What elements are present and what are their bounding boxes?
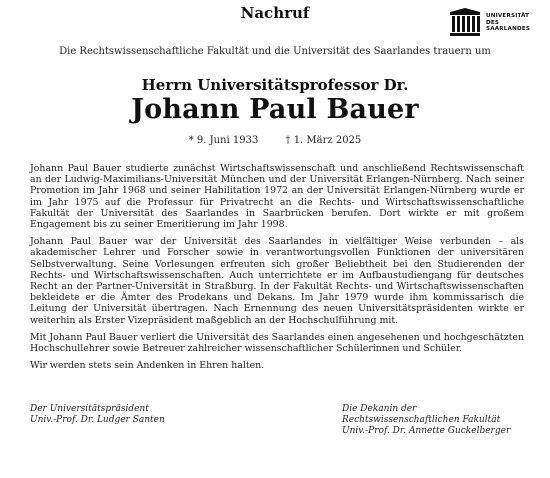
intro-line: Die Rechtswissenschaftliche Fakultät und die Universität des Saarlandes trauern um [59,46,491,57]
paragraph: Johann Paul Bauer war der Universität des Saarlandes in vielfältiger Weise verbunden – als akademischer Lehrer und Forscher sowie in verantwortungsvollen Funktionen der universitären Selbstverwaltung. Seine Vorlesungen erfreuten sich großer Beliebtheit bei den Studierenden der Rechts- und Wirtschaftswissenschaften. Auch unterrichtete er im Aufbaustudiengang für deutsches Recht an der Partner-Universität in Straßburg. In der Fakultät Rechts- und Wirtschaftswissenschaften bekleidete er die Ämter des Prodekans und Dekans. Im Jahr 1979 wurde ihm kommissarisch die Leitung der Universität übertragen. Nach Ernennung des neuen Universitätspräsidenten wirkte er weiterhin als Erster Vizepräsident maßgeblich an der Hochschulführung mit. [30,236,524,326]
signature-person: Univ.-Prof. Dr. Ludger Santen [30,415,165,425]
signature-role: Die Dekanin der [342,404,417,414]
signature-president [30,404,165,426]
signature-faculty: Rechtswissenschaftlichen Fakultät [342,415,501,425]
logo-line-1: UNIVERSITÄT [486,13,530,20]
signature-person: Univ.-Prof. Dr. Annette Guckelberger [342,426,511,436]
notice-heading: Nachruf [240,4,310,22]
signature-block [30,404,524,474]
logo-wordmark [486,13,530,33]
signature-role: Der Universitätspräsident [30,404,149,414]
death-date: † 1. März 2025 [285,135,362,146]
logo-line-3: SAARLANDES [486,26,531,33]
paragraph: Wir werden stets sein Andenken in Ehren halten. [30,360,265,372]
deceased-name: Johann Paul Bauer [131,94,419,125]
university-building-icon [448,8,482,38]
signature-dean [342,404,510,437]
honorific-title: Herrn Universitätsprofessor Dr. [141,76,409,94]
logo-line-2: DES [486,19,500,26]
university-logo [448,6,538,40]
paragraph: Mit Johann Paul Bauer verliert die Universität des Saarlandes einen angesehenen und hochgeschätzten Hochschullehrer sowie Betreuer zahlreicher wissenschaftlicher Schülerinnen und Schüler. [30,331,524,355]
life-dates [0,135,550,146]
paragraph: Johann Paul Bauer studierte zunächst Wirtschaftswissenschaft und anschließend Rechtswissenschaft an der Ludwig-Maximilians-Universität München und der Universität Erlangen-Nürnberg. Nach seiner Promotion im Jahr 1968 und seiner Habilitation 1972 an der Universität Erlangen-Nürnberg wurde er im Jahr 1975 auf die Professur für Privatrecht an die Rechts- und Wirtschaftswissenschaftliche Fakultät der Universität des Saarlandes in Saarbrücken berufen. Dort wirkte er mit großem Engagement bis zu seiner Emeritierung im Jahr 1998. [30,163,524,231]
obituary-body [30,163,524,377]
birth-date: * 9. Juni 1933 [188,135,259,146]
